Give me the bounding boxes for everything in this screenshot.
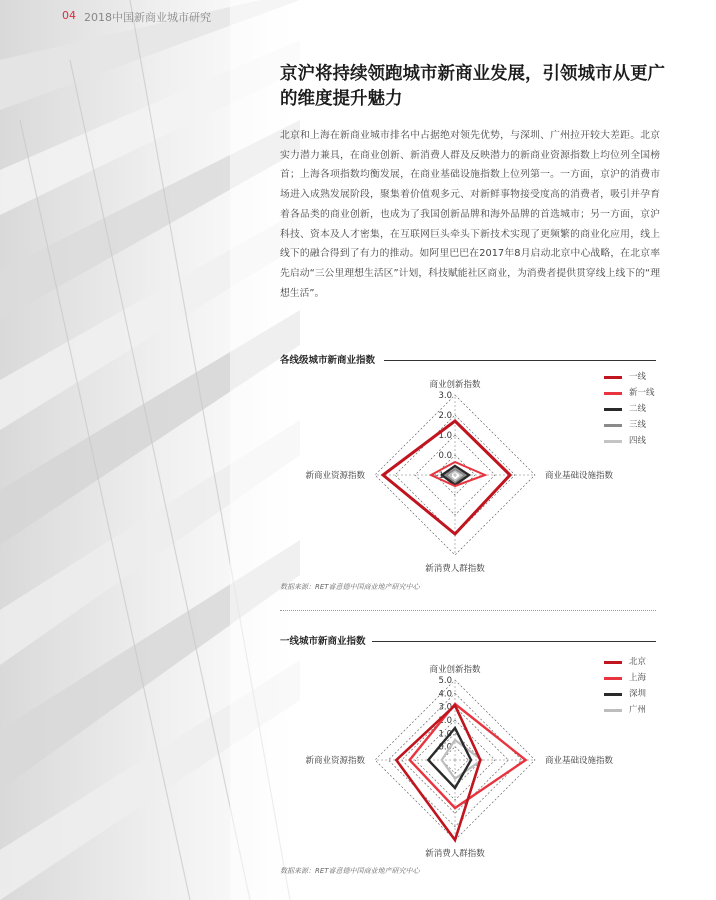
legend-label: 广州 (629, 705, 647, 715)
chart1-radar (290, 365, 614, 580)
axis-label: 商业基础设施指数 (545, 471, 614, 481)
body-paragraph: 北京和上海在新商业城市排名中占据绝对领先优势，与深圳、广州拉开较大差距。北京实力潜力兼具，在商业创新、新消费人群及反映潜力的新商业资源指数上均位列全国榜首；上海各项指数均衡发展，在商业基础设施指数上位列第一。一方面，京沪的消费市场进入成熟发展阶段，聚集着价值观多元、对新鲜事物接受度高的消费者，吸引并孕育着各品类的商业创新，也成为了我国创新品牌和海外品牌的首选城市；另一方面，京沪科技、资本及人才密集，在互联网巨头牵头下新技术实现了更频繁的商业化应用，线上线下的融合得到了有力的推动。如阿里巴巴在2017年8月启动北京中心战略，在北京率先启动“三公里理想生活区”计划，科技赋能社区商业，为消费者提供贯穿线上线下的“理想生活”。 (280, 130, 660, 299)
legend-swatch (604, 376, 622, 379)
tick-label: 4.0 (438, 689, 452, 700)
legend-label: 上海 (629, 673, 647, 683)
chart2-source: 数据来源：RET睿意德中国商业地产研究中心 (280, 867, 420, 875)
tick-label: 2.0 (438, 411, 452, 421)
axis-label: 商业创新指数 (429, 665, 481, 675)
tick-label: 0.0 (438, 742, 452, 753)
chart1-title-rule (384, 360, 656, 361)
page-number: 04 (62, 9, 76, 22)
axis-label: 新商业资源指数 (305, 756, 365, 766)
chart2-title: 一线城市新商业指数 (280, 636, 366, 647)
chart1-source: 数据来源：RET睿意德中国商业地产研究中心 (280, 583, 420, 591)
legend-label: 四线 (629, 436, 647, 446)
tick-label: 1.0 (438, 729, 452, 740)
legend-label: 新一线 (629, 388, 655, 398)
section-divider (280, 610, 656, 611)
headline: 京沪将持续领跑城市新商业发展，引领城市从更广的维度提升魅力 (280, 64, 665, 109)
chart2-title-rule (372, 641, 656, 642)
tick-label: 1.0 (438, 431, 452, 441)
tick-label: 3.0 (438, 702, 452, 713)
legend-swatch (604, 661, 622, 664)
legend-swatch (604, 440, 622, 443)
tick-label: -1.0 (435, 471, 452, 481)
legend-label: 北京 (629, 657, 647, 667)
legend-swatch (604, 677, 622, 680)
chart1-title: 各线级城市新商业指数 (280, 355, 376, 366)
axis-label: 商业创新指数 (429, 380, 481, 390)
legend-swatch (604, 709, 622, 712)
tick-label: 2.0 (438, 716, 452, 726)
legend-label: 一线 (629, 372, 647, 382)
legend-swatch (604, 693, 622, 696)
legend-swatch (604, 408, 622, 411)
chart2-radar (290, 650, 614, 865)
legend-swatch (604, 424, 622, 427)
axis-label: 新商业资源指数 (305, 471, 365, 481)
axis-label: 商业基础设施指数 (545, 756, 614, 766)
legend-label: 深圳 (629, 689, 647, 699)
axis-label: 新消费人群指数 (425, 849, 485, 859)
legend-swatch (604, 392, 622, 395)
tick-label: 5.0 (438, 676, 452, 686)
legend-label: 三线 (629, 420, 647, 430)
legend-label: 二线 (629, 404, 647, 414)
tick-label: 3.0 (438, 391, 452, 401)
page-header (0, 0, 716, 30)
tick-label: 0.0 (438, 451, 452, 461)
report-title: 2018中国新商业城市研究 (84, 11, 211, 24)
axis-label: 新消费人群指数 (425, 564, 485, 574)
